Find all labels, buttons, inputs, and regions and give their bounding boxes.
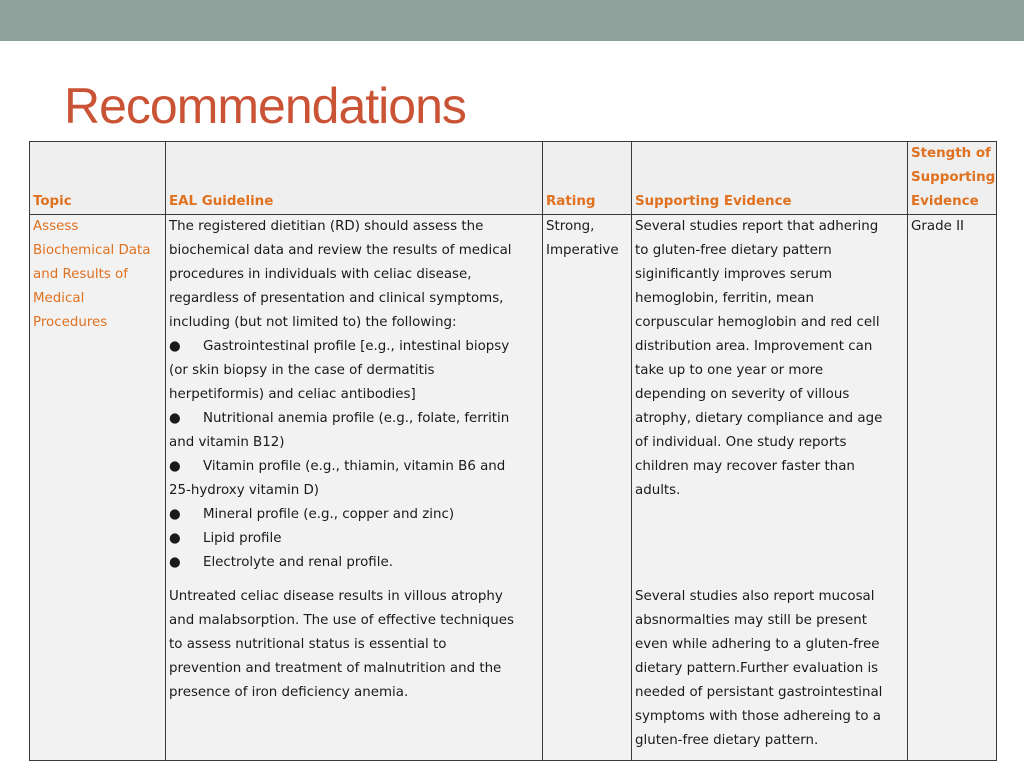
evidence-spacer bbox=[635, 503, 907, 585]
evidence-line: Several studies report that adhering bbox=[635, 219, 879, 234]
topic-line: and Results of bbox=[33, 267, 128, 282]
bullet-icon: ● bbox=[169, 531, 181, 546]
evidence-line: symptoms with those adhereing to a bbox=[635, 709, 881, 724]
evidence-line: atrophy, dietary compliance and age bbox=[635, 411, 883, 426]
guideline-intro-line: biochemical data and review the results of medical bbox=[169, 243, 512, 258]
guideline-intro-line: procedures in individuals with celiac disease, bbox=[169, 267, 472, 282]
evidence-cell bbox=[632, 215, 908, 761]
bullet-text: Electrolyte and renal profile. bbox=[203, 555, 393, 570]
bullet-lipid-profile bbox=[169, 527, 542, 551]
bullet-text: Vitamin profile (e.g., thiamin, vitamin B6 and bbox=[203, 459, 506, 474]
bullet-mineral-profile bbox=[169, 503, 542, 527]
guideline-rationale-line: presence of iron deficiency anemia. bbox=[169, 685, 409, 700]
evidence-line: children may recover faster than bbox=[635, 459, 855, 474]
bullet-gastrointestinal-profile bbox=[169, 335, 542, 359]
top-decorative-band bbox=[0, 0, 1024, 41]
topic-cell bbox=[30, 215, 166, 761]
topic-line: Assess bbox=[33, 219, 79, 234]
rating-cell bbox=[543, 215, 632, 761]
evidence-line: gluten-free dietary pattern. bbox=[635, 733, 819, 748]
evidence-line: needed of persistant gastrointestinal bbox=[635, 685, 883, 700]
paragraph-gap bbox=[169, 575, 542, 585]
table-row bbox=[30, 215, 997, 761]
recommendations-table bbox=[29, 141, 997, 761]
guideline-rationale-line: prevention and treatment of malnutrition and the bbox=[169, 661, 502, 676]
evidence-line: to gluten-free dietary pattern bbox=[635, 243, 832, 258]
header-row bbox=[30, 142, 997, 215]
bullet-text: Mineral profile (e.g., copper and zinc) bbox=[203, 507, 455, 522]
header-eal-guideline: EAL Guideline bbox=[166, 142, 543, 215]
strength-cell: Grade II bbox=[908, 215, 997, 761]
bullet-continuation: (or skin biopsy in the case of dermatitis bbox=[169, 363, 435, 378]
guideline-intro-line: including (but not limited to) the following: bbox=[169, 315, 457, 330]
guideline-cell bbox=[166, 215, 543, 761]
evidence-line: even while adhering to a gluten-free bbox=[635, 637, 880, 652]
header-supporting-evidence: Supporting Evidence bbox=[632, 142, 908, 215]
guideline-intro-line: regardless of presentation and clinical symptoms, bbox=[169, 291, 504, 306]
bullet-continuation: herpetiformis) and celiac antibodies] bbox=[169, 387, 416, 402]
bullet-icon: ● bbox=[169, 459, 181, 474]
bullet-text: Gastrointestinal profile [e.g., intestinal biopsy bbox=[203, 339, 510, 354]
topic-line: Biochemical Data bbox=[33, 243, 151, 258]
guideline-rationale-line: Untreated celiac disease results in villous atrophy bbox=[169, 589, 503, 604]
evidence-line: absnormalties may still be present bbox=[635, 613, 868, 628]
header-topic: Topic bbox=[30, 142, 166, 215]
header-strength-line: Stength of bbox=[911, 146, 991, 161]
bullet-continuation: and vitamin B12) bbox=[169, 435, 285, 450]
evidence-line: depending on severity of villous bbox=[635, 387, 850, 402]
bullet-icon: ● bbox=[169, 411, 181, 426]
rating-line: Strong, bbox=[546, 219, 595, 234]
bullet-nutritional-anemia-profile bbox=[169, 407, 542, 431]
bullet-icon: ● bbox=[169, 339, 181, 354]
bullet-electrolyte-renal-profile bbox=[169, 551, 542, 575]
evidence-line: adults. bbox=[635, 483, 681, 498]
header-strength-line: Supporting bbox=[911, 170, 996, 185]
rating-line: Imperative bbox=[546, 243, 619, 258]
header-rating: Rating bbox=[543, 142, 632, 215]
slide-title: Recommendations bbox=[64, 78, 466, 134]
bullet-icon: ● bbox=[169, 507, 181, 522]
evidence-line: dietary pattern.Further evaluation is bbox=[635, 661, 879, 676]
guideline-intro-line: The registered dietitian (RD) should assess the bbox=[169, 219, 484, 234]
evidence-line: of individual. One study reports bbox=[635, 435, 847, 450]
topic-line: Medical bbox=[33, 291, 85, 306]
bullet-text: Nutritional anemia profile (e.g., folate, ferritin bbox=[203, 411, 510, 426]
topic-line: Procedures bbox=[33, 315, 108, 330]
evidence-line: Several studies also report mucosal bbox=[635, 589, 875, 604]
evidence-line: distribution area. Improvement can bbox=[635, 339, 873, 354]
bullet-vitamin-profile bbox=[169, 455, 542, 479]
guideline-rationale-line: and malabsorption. The use of effective techniques bbox=[169, 613, 514, 628]
bullet-continuation: 25-hydroxy vitamin D) bbox=[169, 483, 320, 498]
header-strength-line: Evidence bbox=[911, 194, 979, 209]
bullet-text: Lipid profile bbox=[203, 531, 282, 546]
evidence-line: corpuscular hemoglobin and red cell bbox=[635, 315, 880, 330]
bullet-icon: ● bbox=[169, 555, 181, 570]
evidence-line: siginificantly improves serum bbox=[635, 267, 833, 282]
guideline-rationale-line: to assess nutritional status is essential to bbox=[169, 637, 447, 652]
evidence-line: take up to one year or more bbox=[635, 363, 824, 378]
evidence-line: hemoglobin, ferritin, mean bbox=[635, 291, 814, 306]
header-strength-of-evidence bbox=[908, 142, 997, 215]
